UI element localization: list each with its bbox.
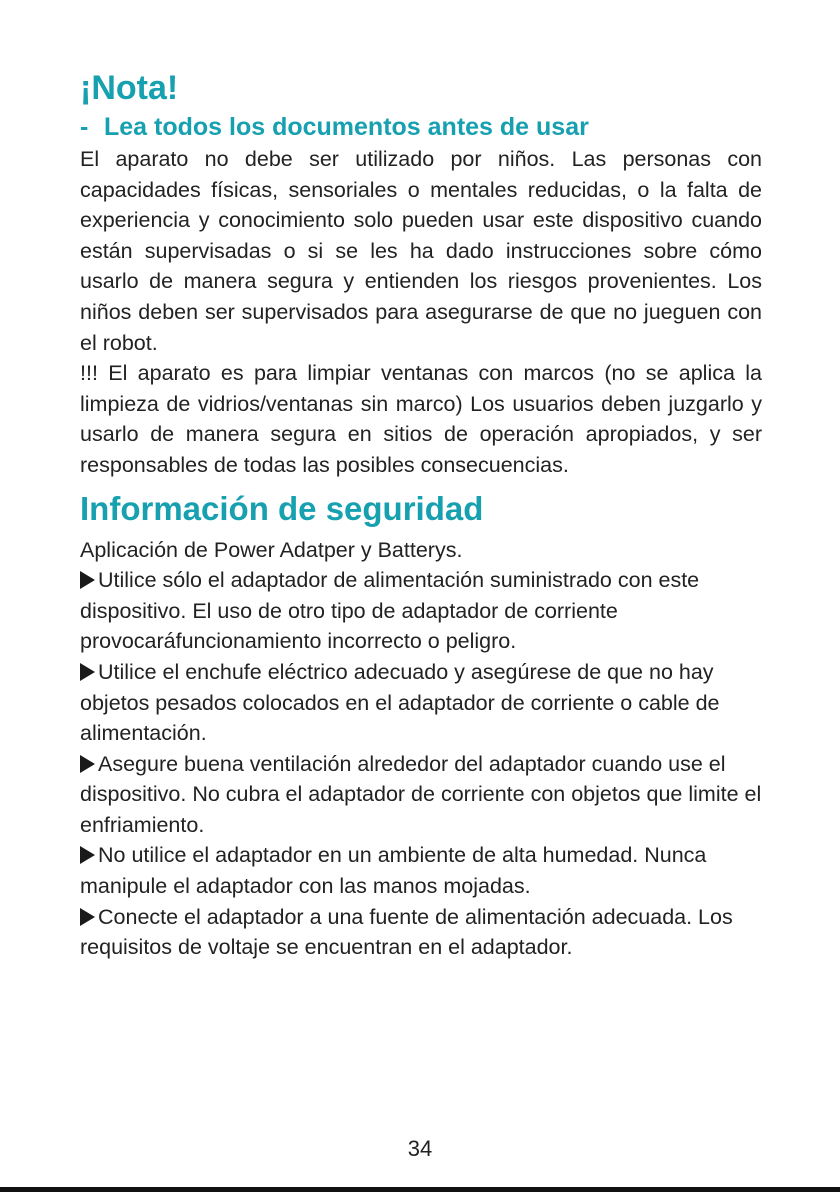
safety-item-text: Asegure buena ventilación alrededor del adaptador cuando use el dispositivo. No cubra el adaptador de corriente con objetos que limite el enfriamiento. — [80, 751, 762, 837]
safety-item — [80, 749, 762, 841]
right-triangle-icon — [80, 846, 95, 864]
subheading-text: Lea todos los documentos antes de usar — [104, 113, 589, 141]
right-triangle-icon — [80, 908, 95, 926]
nota-heading: ¡Nota! — [80, 69, 179, 107]
right-triangle-icon — [80, 663, 95, 681]
safety-item — [80, 840, 762, 901]
bottom-divider — [0, 1187, 840, 1192]
safety-item — [80, 902, 762, 963]
nota-subheading — [80, 112, 762, 142]
nota-paragraph-frames: !!! El aparato es para limpiar ventanas con marcos (no se aplica la limpieza de vidrios/ventanas sin marco) Los usuarios deben juzgarlo y usarlo de manera segura en sitios de operación apropiados, y ser responsables de todas las posibles consecuencias. — [80, 361, 762, 477]
safety-heading: Información de seguridad — [80, 489, 484, 527]
subheading-dash: - — [80, 113, 89, 141]
document-page — [80, 68, 762, 963]
safety-item-text: Utilice sólo el adaptador de alimentación suministrado con este dispositivo. El uso de otro tipo de adaptador de corriente provocaráfuncionamiento incorrecto o peligro. — [80, 568, 700, 654]
nota-paragraph-children: El aparato no debe ser utilizado por niños. Las personas con capacidades físicas, sensoriales o mentales reducidas, o la falta de experiencia y conocimiento solo pueden usar este dispositivo cuando están supervisadas o si se les ha dado instrucciones sobre cómo usarlo de manera segura y entienden los riesgos provenientes. Los niños deben ser supervisados para asegurarse de que no jueguen con el robot. — [80, 147, 762, 355]
right-triangle-icon — [80, 571, 95, 589]
safety-item — [80, 565, 762, 657]
safety-intro: Aplicación de Power Adatper y Batterys. — [80, 537, 463, 562]
page-number: 34 — [407, 1136, 433, 1161]
safety-item — [80, 657, 762, 749]
right-triangle-icon — [80, 755, 95, 773]
safety-item-text: Utilice el enchufe eléctrico adecuado y asegúrese de que no hay objetos pesados colocados en el adaptador de corriente o cable de alimentación. — [80, 659, 720, 746]
safety-item-text: Conecte el adaptador a una fuente de alimentación adecuada. Los requisitos de voltaje se encuentran en el adaptador. — [80, 904, 733, 960]
safety-item-text: No utilice el adaptador en un ambiente de alta humedad. Nunca manipule el adaptador con las manos mojadas. — [80, 843, 707, 899]
